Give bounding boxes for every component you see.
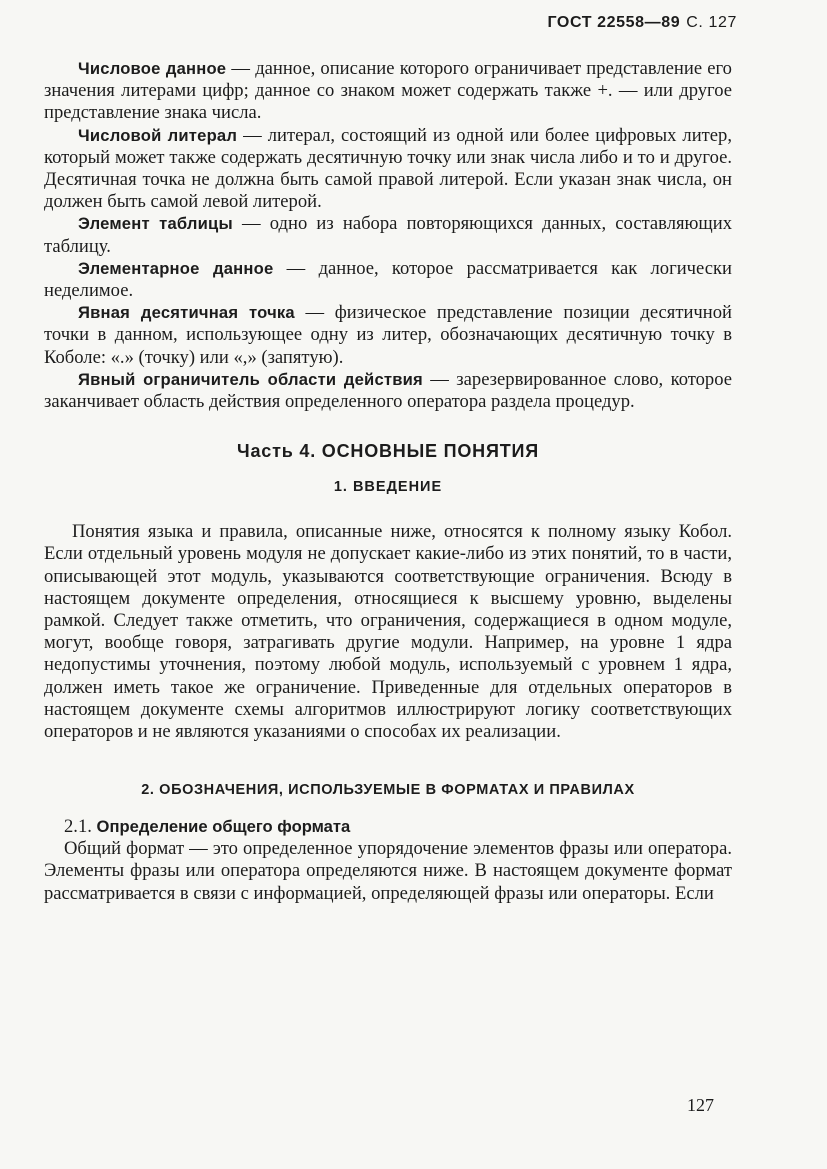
general-format-paragraph: Общий формат — это определенное упорядочение элементов фразы или оператора. Элементы фразы или оператора определяются ниже. В настоящем документе формат рассматривается в связи с информацией, определяющей фразы или операторы. Если — [44, 838, 732, 904]
header-page-label: С. 127 — [686, 14, 737, 31]
definition-term: Числовой литерал — [78, 125, 238, 145]
definition-explicit-scope-terminator — [44, 369, 732, 413]
definition-term: Элементарное данное — [78, 258, 274, 278]
definition-numeric-literal — [44, 125, 732, 214]
section-title-introduction: 1. ВВЕДЕНИЕ — [333, 479, 443, 496]
definition-term: Явный ограничитель области действия — [78, 369, 423, 389]
definition-table-element — [44, 213, 732, 257]
definition-elementary-item — [44, 258, 732, 302]
page-content — [44, 58, 732, 905]
definition-text: — физическое представление позиции десятичной точки в данном, использующее одну из литер, обозначающих десятичную точку в Коболе: «.» (точку) или «,» (запятую). — [44, 302, 732, 368]
definition-text: — литерал, состоящий из одной или более цифровых литер, который может также содержать десятичную точку или знак числа либо и то и другое. Десятичная точка не должна быть самой правой литерой. Если указан знак числа, он должен быть самой левой литерой. — [44, 124, 732, 213]
page-number: 127 — [687, 1095, 714, 1115]
definition-text: — одно из набора повторяющихся данных, составляющих таблицу. — [44, 213, 733, 257]
subsection-title: Определение общего формата — [96, 817, 351, 837]
definition-explicit-decimal-point — [44, 302, 732, 369]
introduction-paragraph: Понятия языка и правила, описанные ниже, относятся к полному языку Кобол. Если отдельный уровень модуля не допускает какие-либо из этих понятий, то в части, описывающей этот модуль, указываются соответствующие ограничения. Всюду в настоящем документе определения, относящиеся к высшему уровню, выделены рамкой. Следует также отметить, что ограничения, содержащиеся в одном модуле, могут, вообще говоря, затрагивать другие модули. Например, на уровне 1 ядра недопустимы уточнения, поэтому любой модуль, используемый с уровнем 1 ядра, должен иметь такое же ограничение. Приведенные для отдельных операторов в настоящем документе схемы алгоритмов иллюстрируют логику соответствующих операторов и не являются указаниями о способах их реализации. — [44, 521, 732, 743]
running-header — [547, 14, 737, 32]
definition-text: — зарезервированное слово, которое заканчивает область действия определенного оператора раздела процедур. — [44, 368, 732, 413]
part-title: Часть 4. ОСНОВНЫЕ ПОНЯТИЯ — [237, 441, 539, 462]
definition-text: — данное, которое рассматривается как логически неделимое. — [44, 257, 732, 302]
definition-term: Элемент таблицы — [78, 214, 233, 234]
standard-designation: ГОСТ 22558—89 — [547, 14, 681, 31]
definition-text: — данное, описание которого ограничивает представление его значения литерами цифр; данное со знаком может содержать также +. — или другое представление знака числа. — [44, 58, 732, 124]
definition-term: Числовое данное — [78, 59, 227, 78]
subsection-number: 2.1. — [64, 816, 92, 838]
subsection-heading — [64, 816, 732, 838]
definition-term: Явная десятичная точка — [78, 303, 295, 323]
section-title-notation: 2. ОБОЗНАЧЕНИЯ, ИСПОЛЬЗУЕМЫЕ В ФОРМАТАХ И ПРАВИЛАХ — [141, 782, 635, 799]
definition-numeric-item — [44, 58, 732, 125]
